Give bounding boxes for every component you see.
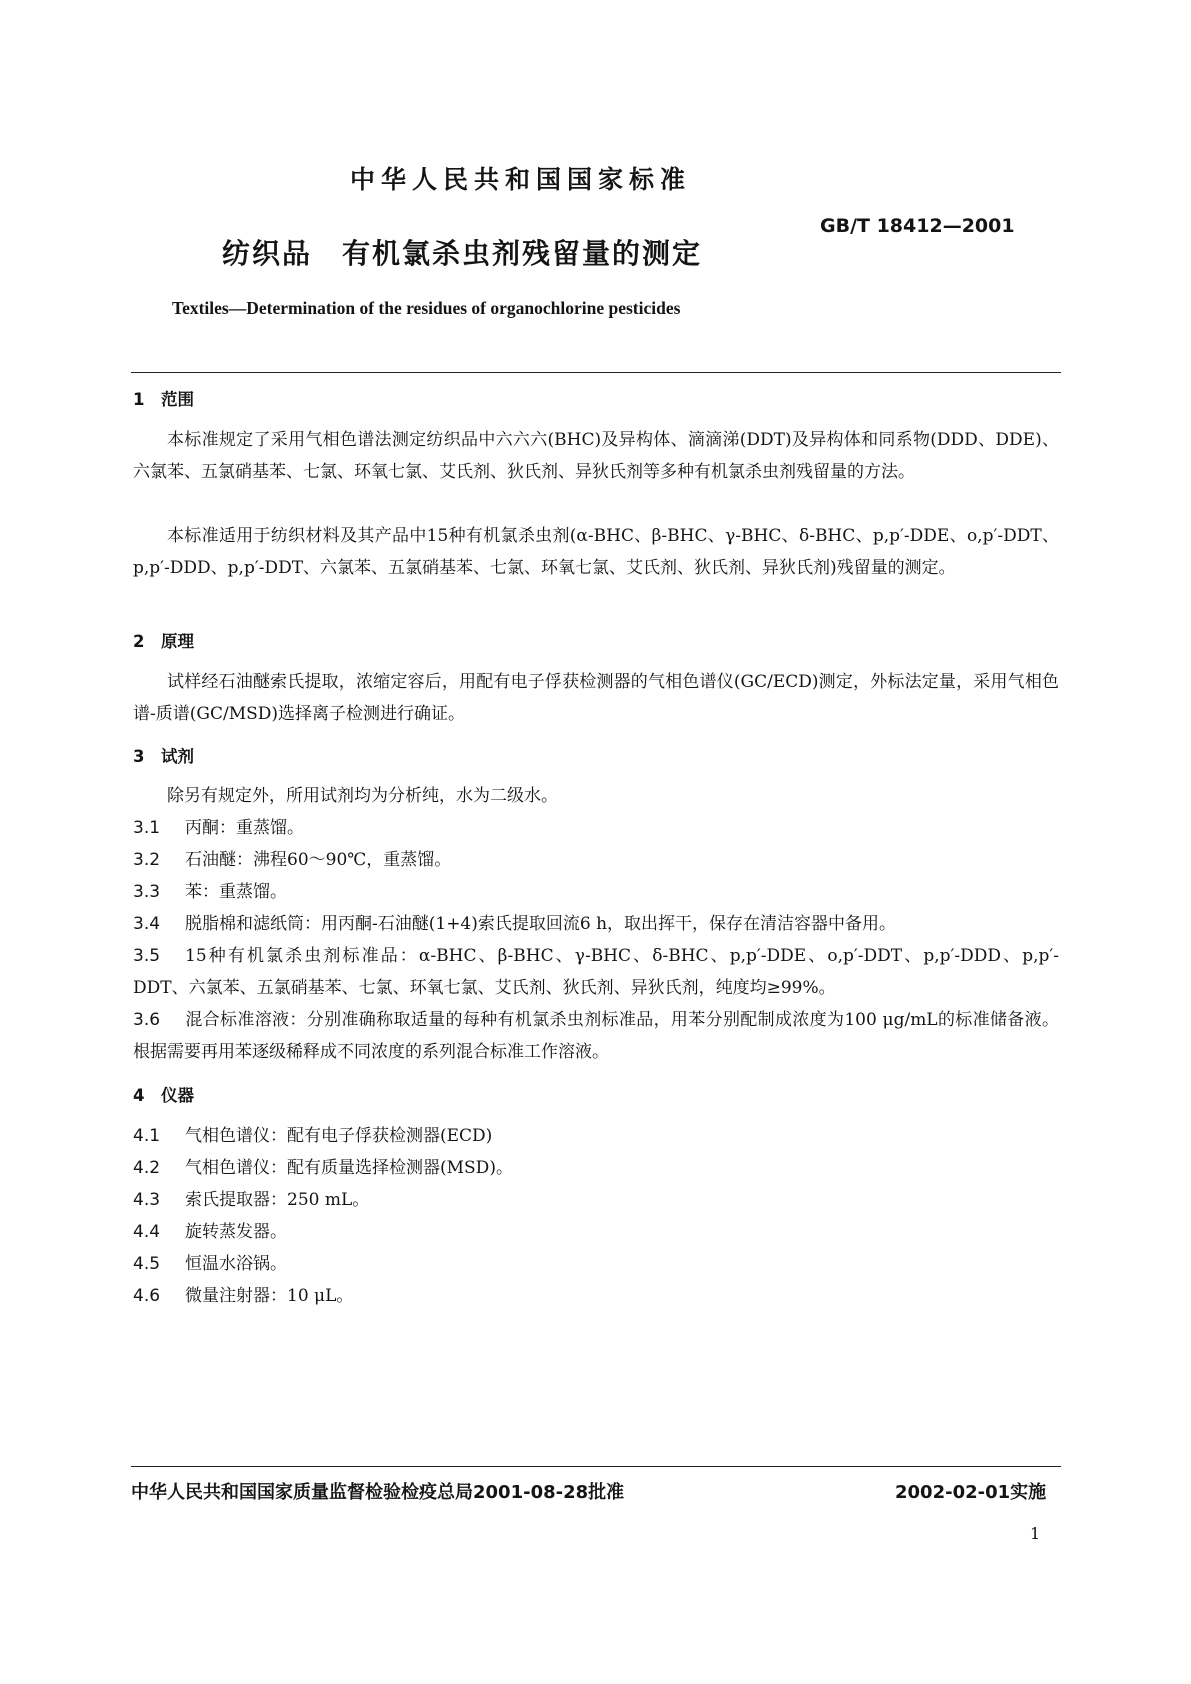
item-number: 4.3 <box>133 1190 161 1210</box>
item-text: 石油醚：沸程60～90℃，重蒸馏。 <box>185 850 452 870</box>
reagent-item <box>133 812 1059 844</box>
item-text: 微量注射器：10 μL。 <box>185 1286 354 1306</box>
item-text: 脱脂棉和滤纸筒：用丙酮-石油醚(1+4)索氏提取回流6 h，取出挥干，保存在清洁容器中备用。 <box>185 914 897 934</box>
instrument-item <box>133 1120 1059 1152</box>
item-number: 3.4 <box>133 914 161 934</box>
item-text: 气相色谱仪：配有质量选择检测器(MSD)。 <box>185 1158 513 1178</box>
section-1-paragraph-2: 本标准适用于纺织材料及其产品中15种有机氯杀虫剂(α-BHC、β-BHC、γ-BHC、δ-BHC、p,p′-DDE、o,p′-DDT、p,p′-DDD、p,p′-DDT、六氯苯、五氯硝基苯、七氯、环氧七氯、艾氏剂、狄氏剂、异狄氏剂)残留量的测定。 <box>133 526 1059 578</box>
instrument-item <box>133 1216 1059 1248</box>
item-number: 3.2 <box>133 850 161 870</box>
instrument-item <box>133 1280 1059 1312</box>
item-text: 混合标准溶液：分别准确称取适量的每种有机氯杀虫剂标准品，用苯分别配制成浓度为100 μg/mL的标准储备液。根据需要再用苯逐级稀释成不同浓度的系列混合标准工作溶液。 <box>133 1010 1059 1062</box>
section-2-heading: 2 原理 <box>133 632 194 651</box>
item-number: 4.1 <box>133 1126 161 1146</box>
reagent-item <box>133 1004 1059 1068</box>
instrument-item <box>133 1184 1059 1216</box>
item-number: 3.3 <box>133 882 161 902</box>
approval-statement: 中华人民共和国国家质量监督检验检疫总局2001-08-28批准 <box>131 1482 625 1503</box>
item-text: 15种有机氯杀虫剂标准品：α-BHC、β-BHC、γ-BHC、δ-BHC、p,p′-DDE、o,p′-DDT、p,p′-DDD、p,p′-DDT、六氯苯、五氯硝基苯、七氯、环氧七氯、艾氏剂、狄氏剂、异狄氏剂，纯度均≥99%。 <box>133 946 1059 998</box>
section-3-paragraph-1: 除另有规定外，所用试剂均为分析纯，水为二级水。 <box>167 786 558 806</box>
standard-number: GB/T 18412—2001 <box>820 215 1015 237</box>
item-number: 3.1 <box>133 818 161 838</box>
item-text: 旋转蒸发器。 <box>185 1222 287 1242</box>
reagent-item <box>133 940 1059 1004</box>
instrument-item <box>133 1248 1059 1280</box>
page-number: 1 <box>1030 1524 1041 1543</box>
item-number: 4.2 <box>133 1158 161 1178</box>
section-4-heading: 4 仪器 <box>133 1086 194 1105</box>
item-text: 恒温水浴锅。 <box>185 1254 287 1274</box>
item-text: 丙酮：重蒸馏。 <box>185 818 304 838</box>
implementation-date: 2002-02-01实施 <box>895 1482 1047 1503</box>
item-text: 苯：重蒸馏。 <box>185 882 287 902</box>
reagent-item <box>133 844 1059 876</box>
item-number: 4.5 <box>133 1254 161 1274</box>
document-title-cn: 纺织品 有机氯杀虫剂残留量的测定 <box>222 237 703 270</box>
item-number: 3.6 <box>133 1010 161 1030</box>
document-title-en: Textiles—Determination of the residues of organochlorine pesticides <box>172 298 681 318</box>
reagent-item <box>133 908 1059 940</box>
item-number: 3.5 <box>133 946 161 966</box>
section-3-heading: 3 试剂 <box>133 747 194 766</box>
national-standard-label: 中华人民共和国国家标准 <box>349 165 691 194</box>
footer-divider <box>131 1466 1061 1467</box>
reagent-item <box>133 876 1059 908</box>
header-divider <box>131 372 1061 373</box>
item-text: 气相色谱仪：配有电子俘获检测器(ECD) <box>185 1126 493 1146</box>
item-text: 索氏提取器：250 mL。 <box>185 1190 370 1210</box>
instrument-item <box>133 1152 1059 1184</box>
item-number: 4.4 <box>133 1222 161 1242</box>
section-2-paragraph-1: 试样经石油醚索氏提取，浓缩定容后，用配有电子俘获检测器的气相色谱仪(GC/ECD)测定，外标法定量，采用气相色谱-质谱(GC/MSD)选择离子检测进行确证。 <box>133 672 1059 724</box>
section-1-heading: 1 范围 <box>133 390 194 409</box>
item-number: 4.6 <box>133 1286 161 1306</box>
section-1-paragraph-1: 本标准规定了采用气相色谱法测定纺织品中六六六(BHC)及异构体、滴滴涕(DDT)及异构体和同系物(DDD、DDE)、六氯苯、五氯硝基苯、七氯、环氧七氯、艾氏剂、狄氏剂、异狄氏剂等多种有机氯杀虫剂残留量的方法。 <box>133 430 1059 482</box>
